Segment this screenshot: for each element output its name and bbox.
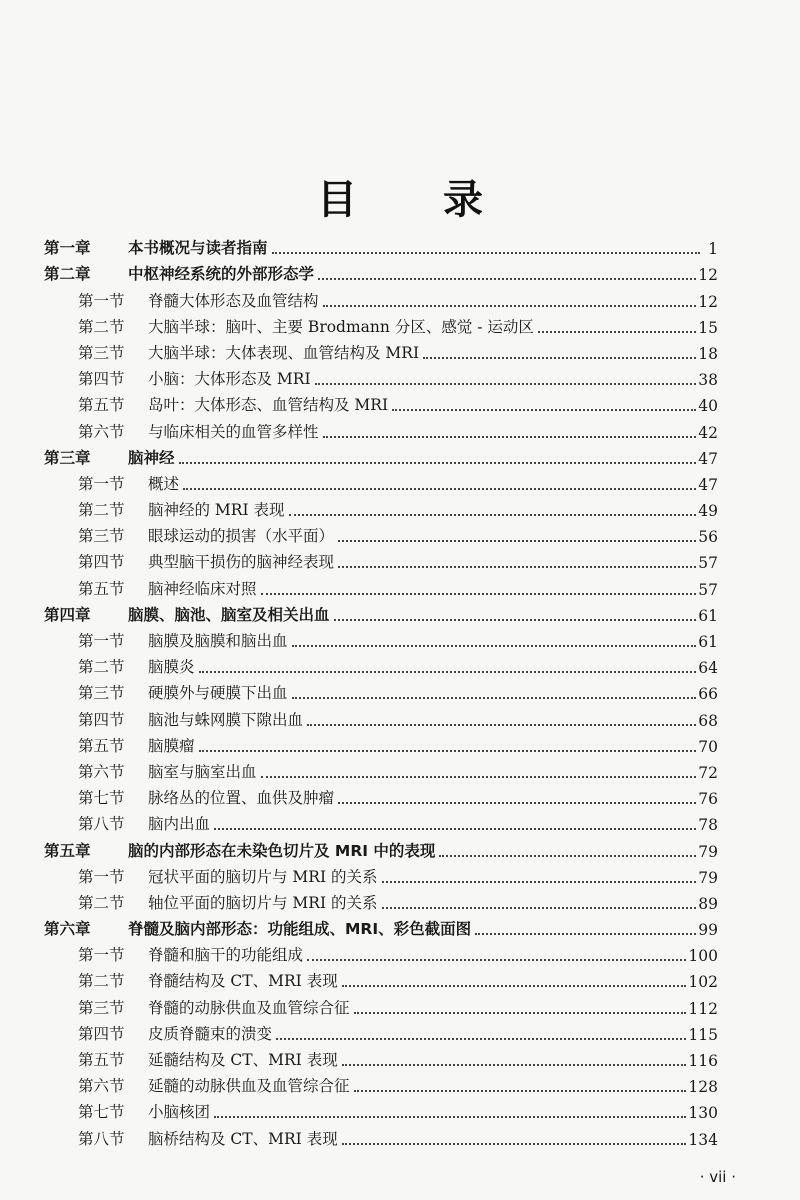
toc-entry-title: 脑室与脑室出血 [148,762,257,781]
toc-entry-page: 61 [698,633,718,651]
toc-section-row [0,782,800,808]
toc-section-row [0,546,800,572]
toc-entry-page: 12 [698,292,718,311]
toc-entry-title: 脑膜瘤 [148,736,195,755]
toc-entry-title: 概述 [148,474,180,493]
toc-chapter-row [0,913,800,939]
toc-entry-number: 第五节 [78,1051,125,1069]
toc-chapter-row [0,232,800,258]
toc-entry-page: 70 [698,737,718,756]
dot-leader [179,462,697,464]
toc-section-row [0,468,800,494]
toc-entry-title: 延髓结构及 CT、MRI 表现 [148,1051,338,1069]
dot-leader [261,593,697,595]
toc-chapter-row [0,834,800,860]
toc-entry-number: 第一节 [78,867,125,886]
toc-entry-number: 第四章 [44,605,91,624]
dot-leader [354,1012,687,1014]
toc-entry-page: 40 [698,397,718,416]
toc-entry-title: 冠状平面的脑切片与 MRI 的关系 [148,867,378,886]
toc-entry-title: 脊髓大体形态及血管结构 [148,291,319,310]
dot-leader [475,933,696,935]
toc-section-row [0,808,800,834]
toc-entry-number: 第六章 [44,920,91,939]
dot-leader [392,409,696,411]
toc-chapter-row [0,599,800,625]
toc-entry-number: 第二节 [78,893,125,912]
toc-entry-page: 49 [698,502,718,521]
dot-leader [338,566,696,568]
toc-entry-page: 18 [698,344,718,363]
toc-entry-number: 第五节 [78,396,125,415]
toc-section-row [0,572,800,598]
toc-entry-title: 脑内出血 [148,815,211,834]
toc-entry-title: 脊髓和脑干的功能组成 [148,946,304,965]
toc-entry-number: 第六节 [78,762,125,781]
toc-entry-title: 中枢神经系统的外部形态学 [128,265,315,284]
toc-section-row [0,861,800,887]
toc-entry-number: 第三节 [78,998,125,1017]
dot-leader [307,724,696,726]
dot-leader [289,514,697,516]
toc-section-row [0,677,800,703]
dot-leader [342,1064,687,1066]
toc-entry-title: 脊髓及脑内部形态：功能组成、MRI、彩色截面图 [128,920,472,939]
toc-entry-title: 延髓的动脉供血及血管综合征 [148,1077,350,1096]
toc-entry-number: 第三章 [44,448,91,467]
toc-entry-number: 第一节 [78,946,125,965]
toc-section-row [0,1018,800,1044]
toc-entry-title: 岛叶：大体形态、血管结构及 MRI [148,396,389,415]
toc-section-row [0,730,800,756]
toc-entry-number: 第一节 [78,474,125,493]
toc-entry-page: 12 [698,266,718,285]
dot-leader [423,357,696,359]
toc-entry-number: 第三节 [78,684,125,703]
dot-leader [354,1090,687,1092]
toc-entry-page: 76 [698,790,718,809]
dot-leader [307,959,686,961]
toc-entry-page: 72 [698,763,718,782]
toc-chapter-row [0,258,800,284]
toc-entry-title: 脑膜炎 [148,658,195,677]
toc-entry-page: 79 [698,842,718,861]
toc-entry-title: 脊髓的动脉供血及血管综合征 [148,998,350,1017]
dot-leader [214,1116,686,1118]
dot-leader [342,985,687,987]
toc-section-row [0,311,800,337]
dot-leader [342,1143,687,1145]
toc-entry-number: 第二节 [78,317,125,336]
toc-entry-title: 与临床相关的血管多样性 [148,422,319,441]
toc-entry-page: 128 [688,1078,718,1097]
page-title: 目 录 [317,177,519,223]
toc-entry-page: 66 [698,685,718,704]
dot-leader [272,252,700,254]
toc-entry-number: 第八节 [78,1129,125,1148]
toc-entry-number: 第五节 [78,736,125,755]
toc-entry-number: 第四节 [78,370,125,389]
dot-leader [318,278,696,280]
toc-entry-title: 典型脑干损伤的脑神经表现 [148,553,335,572]
toc-section-row [0,965,800,991]
toc-entry-page: 56 [698,528,718,547]
toc-section-row [0,520,800,546]
toc-entry-title: 硬膜外与硬膜下出血 [148,684,288,703]
toc-entry-page: 102 [688,973,718,992]
page-number-footer: · vii · [699,1168,736,1186]
toc-entry-page: 68 [698,711,718,730]
toc-entry-number: 第三节 [78,343,125,362]
toc-entry-title: 眼球运动的损害（水平面） [148,527,335,546]
toc-entry-page: 61 [698,606,718,625]
toc-entry-number: 第四节 [78,553,125,572]
toc-entry-title: 脑膜、脑池、脑室及相关出血 [128,605,330,624]
toc-entry-title: 脑神经 [128,448,175,467]
toc-entry-number: 第一章 [44,239,91,258]
dot-leader [292,697,697,699]
toc-section-row [0,494,800,520]
toc-entry-title: 大脑半球：大体表现、血管结构及 MRI [148,343,420,362]
toc-entry-number: 第六节 [78,1077,125,1096]
toc-entry-number: 第二节 [78,501,125,520]
toc-section-row [0,337,800,363]
toc-section-row [0,625,800,651]
dot-leader [338,540,696,542]
toc-entry-number: 第四节 [78,1024,125,1043]
toc-section-row [0,1096,800,1122]
toc-entry-page: 1 [708,240,718,259]
toc-section-row [0,415,800,441]
toc-entry-page: 57 [698,554,718,573]
toc-section-row [0,887,800,913]
toc-entry-number: 第五节 [78,579,125,598]
dot-leader [538,331,696,333]
toc-entry-number: 第一节 [78,632,125,650]
toc-entry-page: 100 [688,947,718,966]
toc-entry-page: 130 [688,1104,718,1123]
dot-leader [261,776,697,778]
toc-entry-number: 第一节 [78,291,125,310]
toc-entry-title: 大脑半球：脑叶、主要 Brodmann 分区、感觉 - 运动区 [148,317,534,336]
toc-entry-title: 脉络丛的位置、血供及肿瘤 [148,789,335,808]
dot-leader [439,855,696,857]
toc-entry-title: 脑桥结构及 CT、MRI 表现 [148,1129,338,1148]
toc-entry-number: 第二节 [78,658,125,677]
toc-entry-number: 第七节 [78,789,125,808]
toc-entry-title: 皮质脊髓束的溃变 [148,1024,273,1043]
toc-entry-number: 第二节 [78,972,125,991]
toc-entry-page: 134 [688,1130,718,1149]
toc-entry-number: 第七节 [78,1103,125,1122]
toc-entry-title: 脑神经临床对照 [148,579,257,598]
toc-entry-title: 脑神经的 MRI 表现 [148,501,285,520]
toc-section-row [0,363,800,389]
toc-entry-title: 脑的内部形态在未染色切片及 MRI 中的表现 [128,841,436,860]
toc-entry-title: 小脑核团 [148,1103,211,1122]
toc-entry-page: 47 [698,475,718,494]
dot-leader [214,828,696,830]
toc-entry-title: 脑池与蛛网膜下隙出血 [148,710,304,729]
toc-entry-number: 第四节 [78,710,125,729]
toc-entry-page: 116 [688,1052,718,1070]
toc-entry-page: 99 [698,921,718,940]
dot-leader [199,750,697,752]
toc-section-row [0,651,800,677]
toc-entry-page: 57 [698,580,718,599]
dot-leader [334,619,697,621]
toc-section-row [0,991,800,1017]
dot-leader [183,488,696,490]
toc-entry-page: 38 [698,371,718,390]
dot-leader [276,1038,686,1040]
dot-leader [323,305,697,307]
toc-entry-title: 本书概况与读者指南 [128,239,268,258]
toc-chapter-row [0,442,800,468]
toc-section-row [0,389,800,415]
toc-entry-page: 15 [698,318,718,337]
toc-section-row [0,939,800,965]
toc-section-row [0,1044,800,1070]
dot-leader [382,907,697,909]
dot-leader [323,436,697,438]
toc-entry-title: 脊髓结构及 CT、MRI 表现 [148,972,338,991]
toc-entry-page: 78 [698,816,718,835]
toc-section-row [0,1070,800,1096]
toc-entry-number: 第三节 [78,527,125,546]
toc-entry-page: 79 [698,868,718,887]
dot-leader [199,671,697,673]
toc-section-row [0,703,800,729]
toc-entry-page: 89 [698,894,718,913]
dot-leader [382,881,697,883]
table-of-contents [0,232,800,1149]
dot-leader [292,645,697,647]
toc-entry-title: 小脑：大体形态及 MRI [148,370,311,389]
toc-entry-number: 第六节 [78,422,125,441]
toc-entry-title: 脑膜及脑膜和脑出血 [148,632,288,650]
toc-entry-number: 第八节 [78,815,125,834]
toc-entry-page: 47 [698,449,718,468]
toc-entry-title: 轴位平面的脑切片与 MRI 的关系 [148,893,378,912]
toc-entry-page: 64 [698,659,718,678]
toc-section-row [0,756,800,782]
dot-leader [315,383,697,385]
toc-entry-number: 第五章 [44,841,91,860]
dot-leader [338,802,696,804]
toc-entry-number: 第二章 [44,265,91,284]
toc-section-row [0,284,800,310]
toc-section-row [0,1122,800,1148]
toc-entry-page: 115 [688,1025,718,1044]
toc-entry-page: 112 [688,999,718,1018]
toc-entry-page: 42 [698,423,718,442]
